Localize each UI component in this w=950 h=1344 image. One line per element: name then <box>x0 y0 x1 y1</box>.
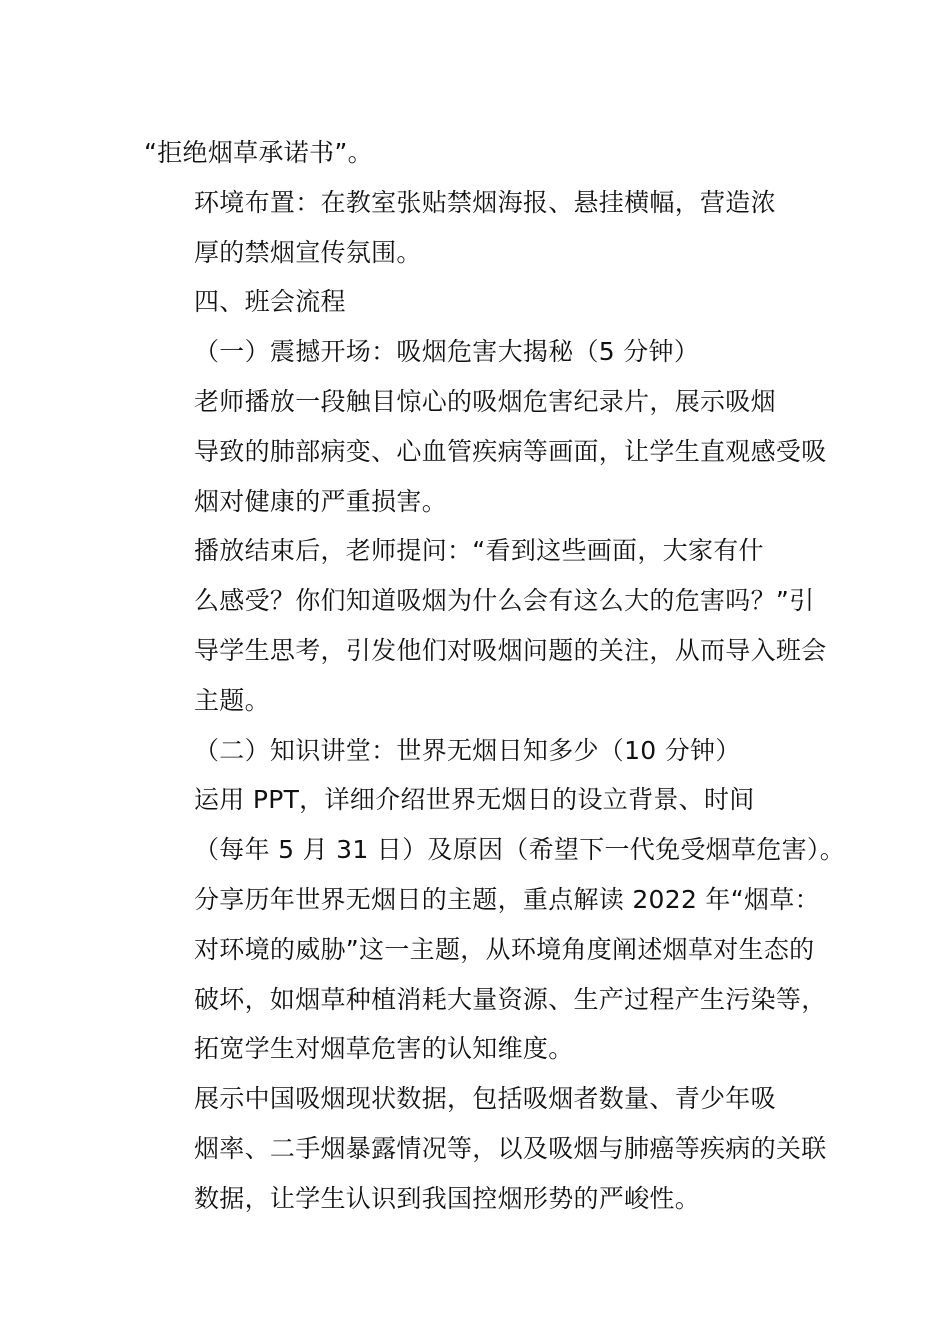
paragraph <box>144 526 834 725</box>
text-line: 烟对健康的严重损害。 <box>194 486 448 516</box>
text-line: “拒绝烟草承诺书”。 <box>144 138 373 167</box>
text-line: （每年 5 月 31 日）及原因（希望下一代免受烟草危害）。 <box>194 835 846 865</box>
text-line: 破坏，如烟草种植消耗大量资源、生产过程产生污染等， <box>194 984 827 1014</box>
text-line: 展示中国吸烟现状数据，包括吸烟者数量、青少年吸 <box>194 1084 776 1114</box>
paragraph <box>144 128 834 178</box>
paragraph <box>144 178 834 278</box>
text-line: （一）震撼开场：吸烟危害大揭秘（5 分钟） <box>194 337 700 367</box>
text-line: 拓宽学生对烟草危害的认知维度。 <box>194 1034 574 1064</box>
text-line: 导学生思考，引发他们对吸烟问题的关注，从而导入班会 <box>194 635 827 665</box>
text-line: 主题。 <box>194 685 270 715</box>
paragraph <box>144 1074 834 1223</box>
paragraph <box>144 277 834 327</box>
text-line: 环境布置：在教室张贴禁烟海报、悬挂横幅，营造浓 <box>194 187 776 217</box>
text-line: 播放结束后，老师提问：“看到这些画面，大家有什 <box>194 536 764 566</box>
text-line: 四、班会流程 <box>194 287 346 317</box>
text-line: 烟率、二手烟暴露情况等，以及吸烟与肺癌等疾病的关联 <box>194 1133 827 1163</box>
text-line: 么感受？你们知道吸烟为什么会有这么大的危害吗？”引 <box>194 586 815 616</box>
paragraph <box>144 775 846 875</box>
text-line: 导致的肺部病变、心血管疾病等画面，让学生直观感受吸 <box>194 436 827 466</box>
paragraph <box>144 875 834 1074</box>
text-line: 数据，让学生认识到我国控烟形势的严峻性。 <box>194 1183 701 1213</box>
document-body <box>144 128 846 1224</box>
text-line: 分享历年世界无烟日的主题，重点解读 2022 年“烟草： <box>194 884 820 914</box>
paragraph <box>144 327 834 377</box>
text-line: 运用 PPT，详细介绍世界无烟日的设立背景、时间 <box>194 785 755 815</box>
text-line: 厚的禁烟宣传氛围。 <box>194 237 422 267</box>
text-line: 老师播放一段触目惊心的吸烟危害纪录片，展示吸烟 <box>194 386 776 416</box>
paragraph <box>144 726 834 776</box>
text-line: 对环境的威胁”这一主题，从环境角度阐述烟草对生态的 <box>194 934 815 964</box>
paragraph <box>144 377 834 526</box>
text-line: （二）知识讲堂：世界无烟日知多少（10 分钟） <box>194 735 741 765</box>
